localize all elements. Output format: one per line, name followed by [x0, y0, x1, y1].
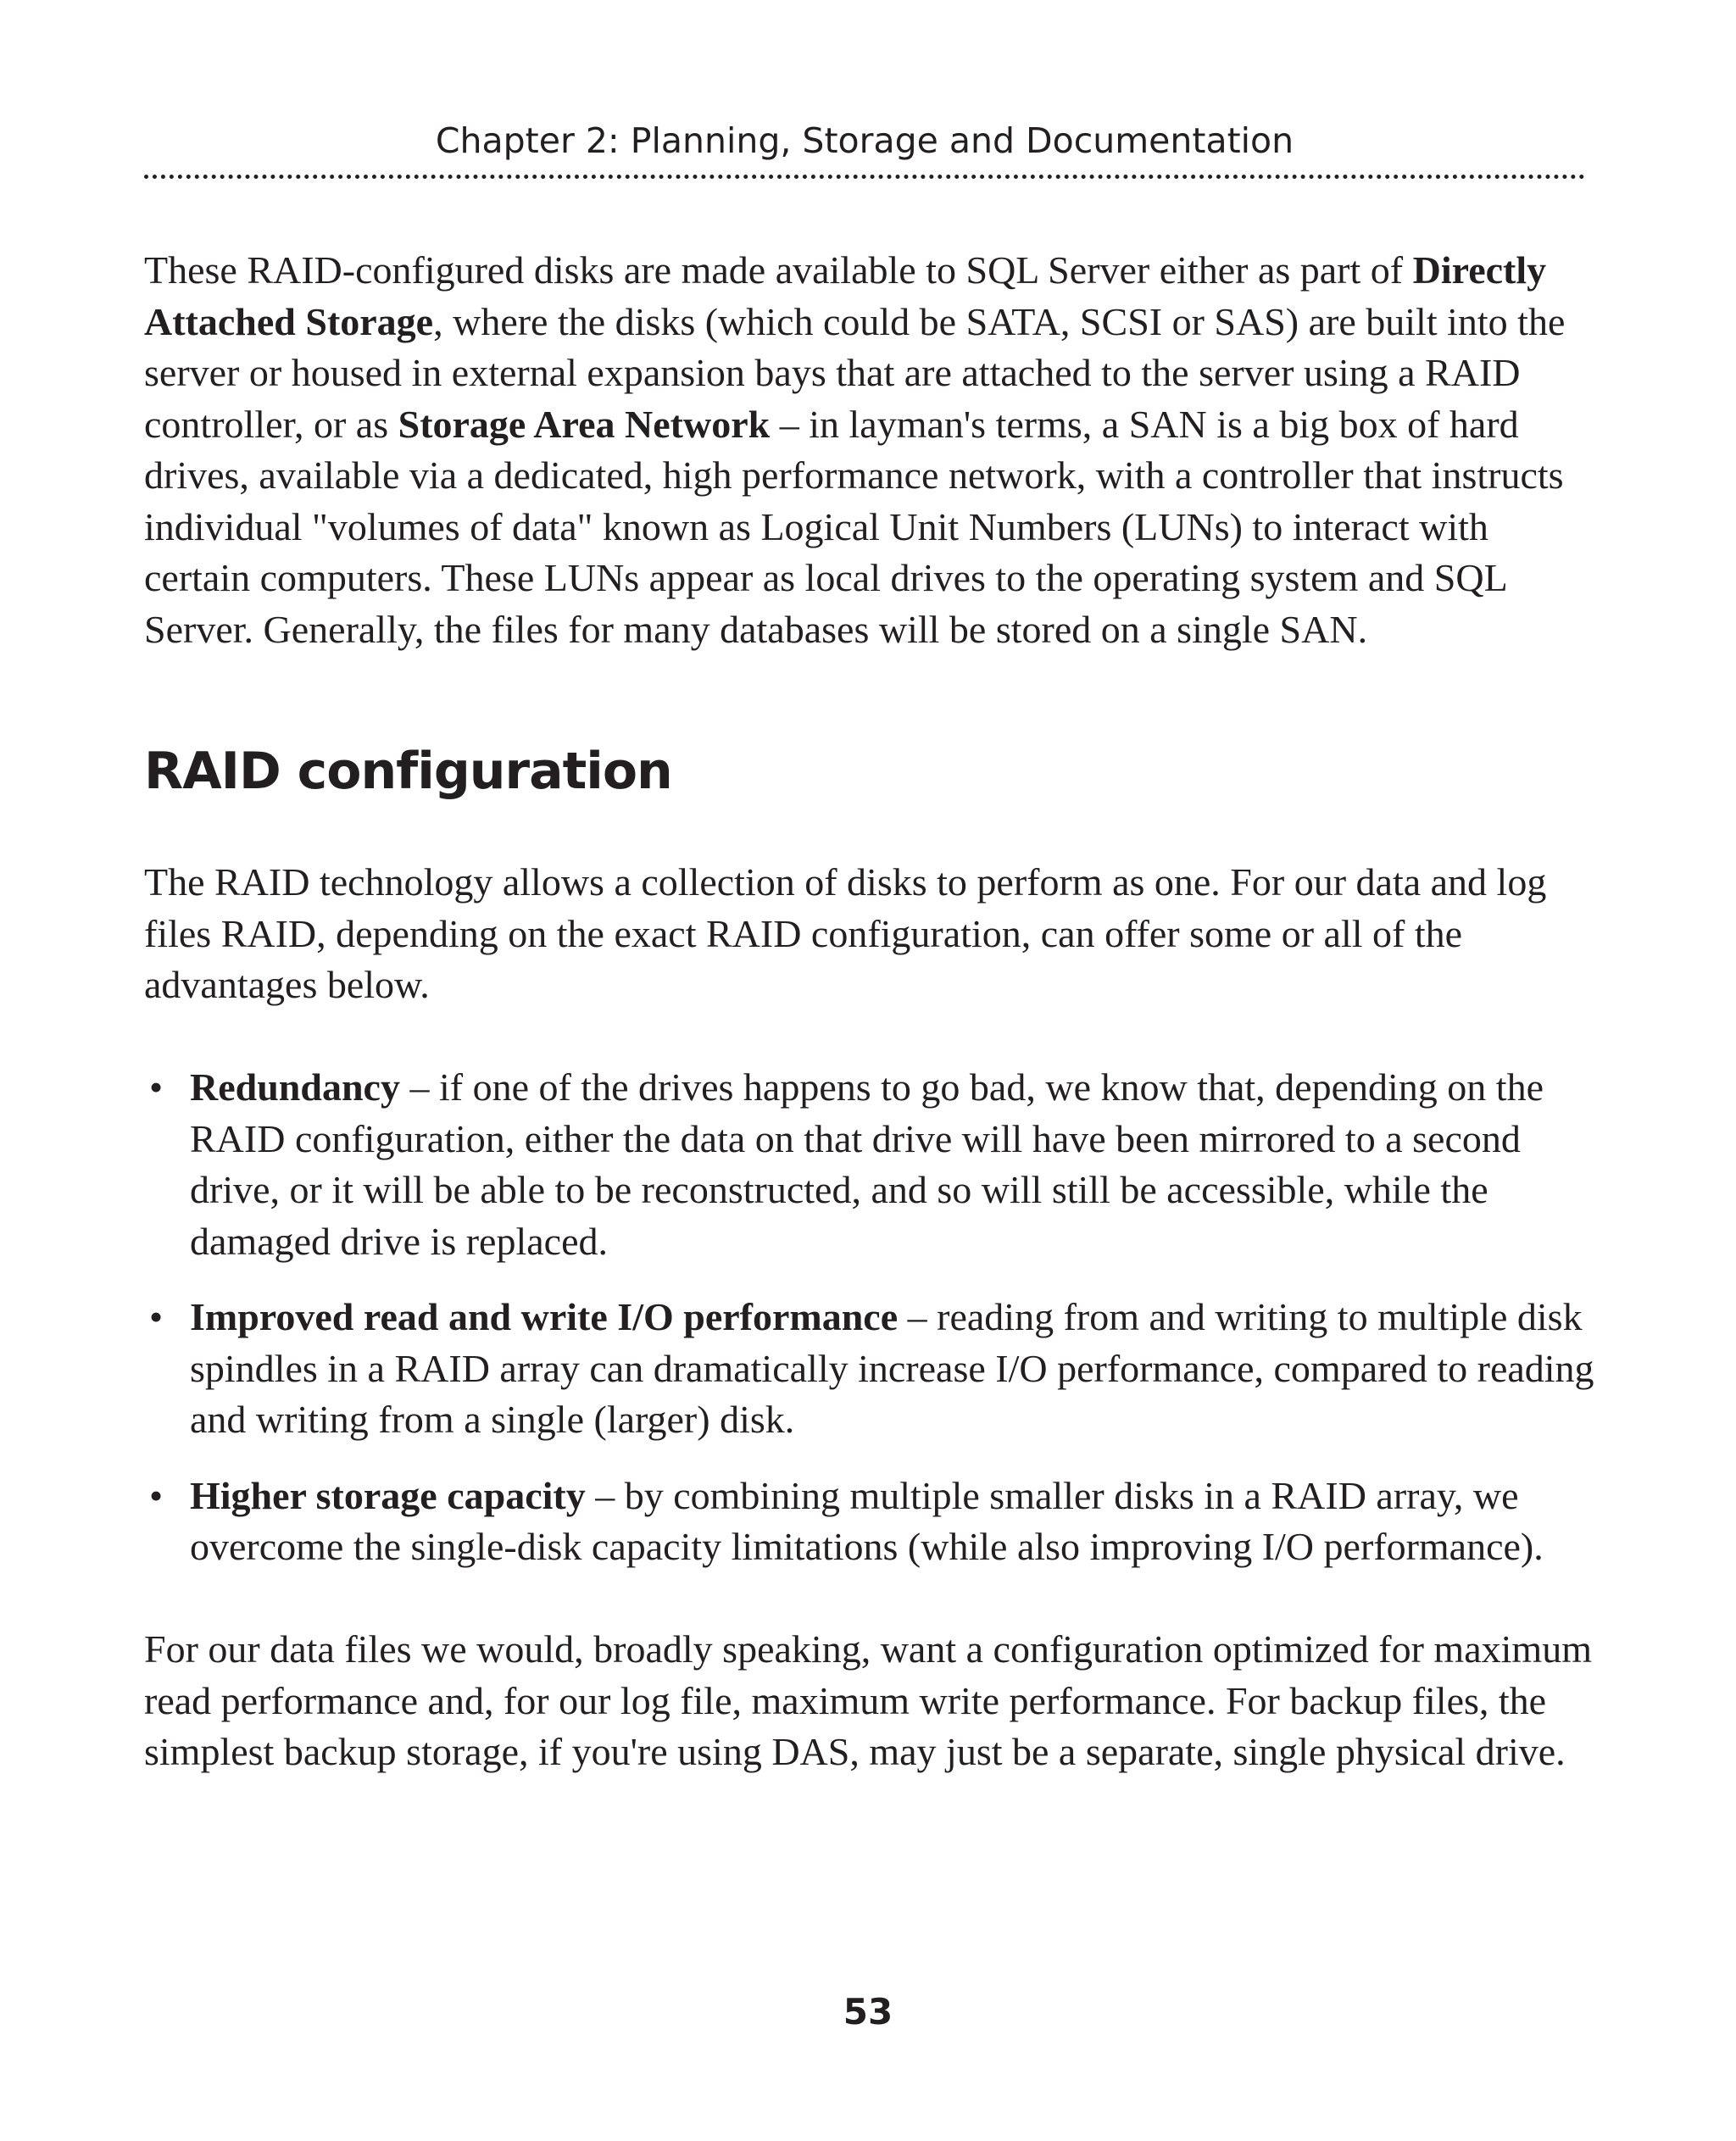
- raid-intro-paragraph: The RAID technology allows a collection of disks to perform as one. For our data and log files RAID, depending on the exact RAID configuration, can offer some or all of the advantages below.: [144, 860, 1547, 1006]
- bullet-text: – by combining multiple smaller disks in a RAID array, we overcome the single-disk capacity limitations (while also improving I/O performance).: [190, 1473, 1544, 1568]
- advantages-list: [144, 1062, 1602, 1598]
- bullet-text: – if one of the drives happens to go bad, we know that, depending on the RAID configuration, either the data on that drive will have been mirrored to a second drive, or it will be able to be reconstructed, and so will still be accessible, while the damaged drive is replaced.: [190, 1065, 1544, 1263]
- header-rule: [144, 175, 1585, 179]
- running-header: Chapter 2: Planning, Storage and Documentation: [435, 120, 1294, 161]
- list-item: [144, 1471, 1602, 1573]
- term-storage-area-network: Storage Area Network: [398, 402, 771, 446]
- bullet-text: – reading from and writing to multiple disk spindles in a RAID array can dramatically increase I/O performance, compared to reading and writing from a single (larger) disk.: [190, 1295, 1594, 1441]
- list-item: [144, 1062, 1602, 1267]
- intro-text-3: – in layman's terms, a SAN is a big box of hard drives, available via a dedicated, high performance network, with a controller that instructs individual "volumes of data" known as Logical Unit Numbers (LUNs) to interact with certain computers. These LUNs appear as local drives to the operating system and SQL Server. Generally, the files for many databases will be stored on a single SAN.: [144, 402, 1564, 651]
- closing-paragraph: For our data files we would, broadly speaking, want a configuration optimized for maximum read performance and, for our log file, maximum write performance. For backup files, the simplest backup storage, if you're using DAS, may just be a separate, single physical drive.: [144, 1627, 1592, 1773]
- intro-text-2: , where the disks (which could be SATA, SCSI or SAS) are built into the server or housed in external expansion bays that are attached to the server using a RAID controller, or as: [144, 299, 1566, 446]
- term-directly-attached-storage: Directly Attached Storage: [144, 248, 1547, 343]
- bullet-icon: •: [149, 1065, 164, 1109]
- bullet-term: Improved read and write I/O performance: [190, 1295, 899, 1338]
- list-item: [144, 1292, 1602, 1446]
- bullet-icon: •: [149, 1295, 164, 1338]
- bullet-icon: •: [149, 1473, 164, 1517]
- bullet-term: Redundancy: [190, 1065, 400, 1109]
- intro-paragraph: [144, 245, 1602, 655]
- bullet-term: Higher storage capacity: [190, 1473, 586, 1517]
- page-number: 53: [843, 1991, 893, 2033]
- intro-text-1: These RAID-configured disks are made available to SQL Server either as part of: [144, 248, 1413, 292]
- section-heading: RAID configuration: [144, 742, 672, 801]
